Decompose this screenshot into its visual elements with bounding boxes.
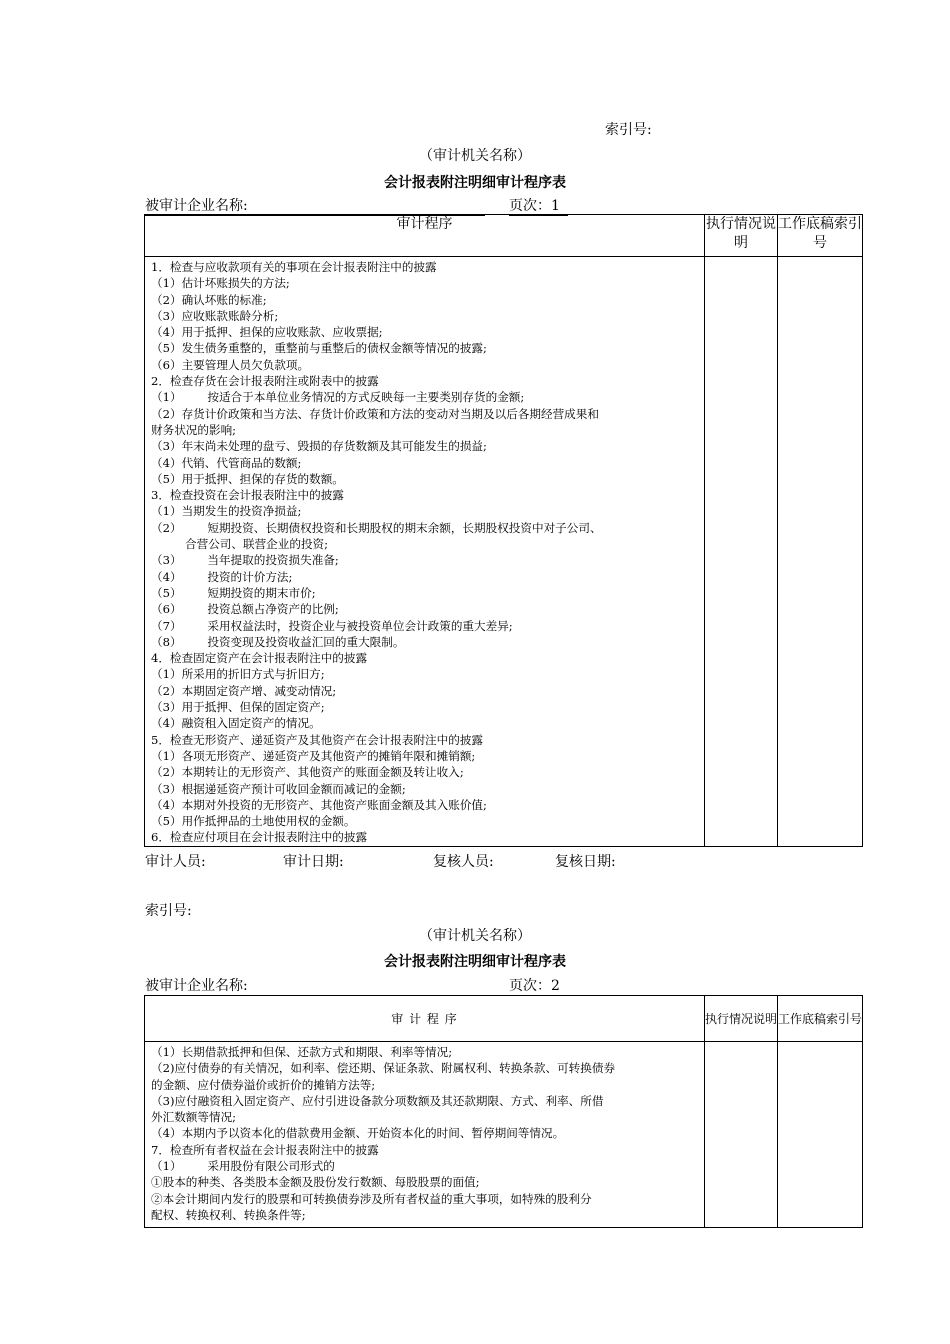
procedure-line: （5）发生债务重整的，重整前与重整后的债权金额等情况的披露;	[151, 341, 487, 356]
audit-org-name-1: （审计机关名称）	[419, 148, 531, 164]
procedure-line: 财务状况的影响;	[151, 422, 237, 437]
index-number-label-1: 索引号:	[605, 122, 652, 138]
procedure-line: （1） 采用股份有限公司形式的	[151, 1159, 335, 1174]
procedure-table-2	[144, 995, 863, 1228]
procedure-line: 配权、转换权利、转换条件等;	[151, 1207, 306, 1222]
header-procedure-2: 审 计 程 序	[145, 996, 705, 1042]
exec-cell-1[interactable]	[705, 257, 778, 847]
procedure-line: （1） 按适合于本单位业务情况的方式反映每一主要类别存货的金额;	[151, 390, 525, 405]
review-date-label: 复核日期:	[555, 854, 616, 870]
procedure-line: （1）所采用的折旧方式与折旧方;	[151, 667, 325, 682]
header-ref-2: 工作底稿索引号	[778, 996, 863, 1042]
procedure-line: （3）年末尚未处理的盘亏、毁损的存货数额及其可能发生的损益;	[151, 439, 487, 454]
procedure-line: 4．检查固定资产在会计报表附注中的披露	[151, 651, 368, 666]
procedure-line: （4）本期对外投资的无形资产、其他资产账面金额及其入账价值;	[151, 797, 487, 812]
procedure-line: 2．检查存货在会计报表附注或附表中的披露	[151, 374, 379, 389]
audit-org-name-2: （审计机关名称）	[419, 928, 531, 944]
page-number-2: 页次：2	[509, 975, 568, 996]
procedure-line: （5）用作抵押品的土地使用权的金额。	[151, 814, 356, 829]
procedure-line: （3） 当年提取的投资损失准备;	[151, 553, 339, 568]
procedure-line: 6．检查应付项目在会计报表附注中的披露	[151, 830, 368, 845]
procedure-line: （8） 投资变现及投资收益汇回的重大限制。	[151, 634, 405, 649]
procedure-line: （4）代销、代管商品的数额;	[151, 455, 302, 470]
procedure-line: （1）当期发生的投资净损益;	[151, 504, 302, 519]
entity-name-label-1: 被审计企业名称:	[145, 195, 485, 216]
procedure-line: （7） 采用权益法时，投资企业与被投资单位会计政策的重大差异;	[151, 618, 513, 633]
procedure-list-2	[145, 1042, 705, 1228]
header-exec-1: 执行情况说明	[705, 215, 778, 257]
page-number-1: 页次：1	[509, 195, 568, 216]
ref-cell-2[interactable]	[778, 1042, 863, 1228]
procedure-line: （3）应收账款账龄分析;	[151, 308, 279, 323]
procedure-line: （3)应付融资租入固定资产、应付引进设备款分项数额及其还款期限、方式、利率、所借	[151, 1093, 604, 1108]
procedure-line: （2)应付债券的有关情况，如利率、偿还期、保证条款、附属权利、转换条款、可转换债券	[151, 1061, 616, 1076]
procedure-line: ②本会计期间内发行的股票和可转换债券涉及所有者权益的重大事项，如特殊的股利分	[151, 1191, 592, 1206]
procedure-line: （3）根据递延资产预计可收回金额而减记的金额;	[151, 781, 406, 796]
procedure-line: （2）确认坏账的标准;	[151, 292, 267, 307]
procedure-line: （1）估计坏账损失的方法;	[151, 276, 290, 291]
procedure-line: （2） 短期投资、长期债权投资和长期股权的期末余额，长期股权投资中对子公司、	[151, 520, 602, 535]
exec-cell-2[interactable]	[705, 1042, 778, 1228]
procedure-table-1	[144, 214, 863, 847]
procedure-line: ①股本的种类、各类股本金额及股份发行数额、每股股票的面值;	[151, 1175, 480, 1190]
procedure-line: 3．检查投资在会计报表附注中的披露	[151, 488, 344, 503]
procedure-line: （1）各项无形资产、递延资产及其他资产的摊销年限和摊销额;	[151, 748, 476, 763]
auditor-label: 审计人员:	[145, 854, 206, 870]
reviewer-label: 复核人员:	[433, 854, 494, 870]
procedure-line: （2）本期转让的无形资产、其他资产的账面金额及转让收入;	[151, 765, 464, 780]
procedure-line: 5．检查无形资产、递延资产及其他资产在会计报表附注中的披露	[151, 732, 484, 747]
page-title-2: 会计报表附注明细审计程序表	[384, 954, 566, 970]
procedure-line: （5）用于抵押、担保的存货的数额。	[151, 471, 344, 486]
procedure-line: （2）存货计价政策和当方法、存货计价政策和方法的变动对当期及以后各期经营成果和	[151, 406, 599, 421]
procedure-line: （5） 短期投资的期末市价;	[151, 585, 316, 600]
header-procedure-1: 审计程序	[145, 215, 705, 257]
procedure-line: （4）用于抵押、担保的应收账款、应收票据;	[151, 325, 383, 340]
header-exec-2: 执行情况说明	[705, 996, 778, 1042]
procedure-line: 合营公司、联营企业的投资;	[185, 537, 329, 552]
procedure-list-1	[145, 257, 705, 847]
procedure-line: （2）本期固定资产增、减变动情况;	[151, 683, 337, 698]
procedure-line: （4） 投资的计价方法;	[151, 569, 293, 584]
procedure-line: （1）长期借款抵押和但保、还款方式和期限、利率等情况;	[151, 1045, 453, 1059]
procedure-line: 的金额、应付债券溢价或折价的摊销方法等;	[151, 1077, 376, 1092]
ref-cell-1[interactable]	[778, 257, 863, 847]
index-number-label-2: 索引号:	[145, 903, 192, 919]
procedure-line: 外汇数额等情况;	[151, 1110, 237, 1125]
entity-name-label-2: 被审计企业名称:	[145, 975, 485, 996]
procedure-line: （4）本期内予以资本化的借款费用金额、开始资本化的时间、暂停期间等情况。	[151, 1126, 565, 1141]
procedure-line: （4）融资租入固定资产的情况。	[151, 716, 321, 731]
entity-row-2	[145, 975, 862, 996]
procedure-line: 7．检查所有者权益在会计报表附注中的披露	[151, 1142, 379, 1157]
procedure-line: （6）主要管理人员欠负款项。	[151, 357, 310, 372]
procedure-line: 1．检查与应收款项有关的事项在会计报表附注中的披露	[151, 260, 437, 274]
procedure-line: （6） 投资总额占净资产的比例;	[151, 602, 339, 617]
entity-row-1	[145, 195, 862, 216]
audit-date-label: 审计日期:	[283, 854, 344, 870]
procedure-line: （3）用于抵押、但保的固定资产;	[151, 700, 325, 715]
page-title-1: 会计报表附注明细审计程序表	[384, 175, 566, 191]
header-ref-1: 工作底稿索引号	[778, 215, 863, 257]
